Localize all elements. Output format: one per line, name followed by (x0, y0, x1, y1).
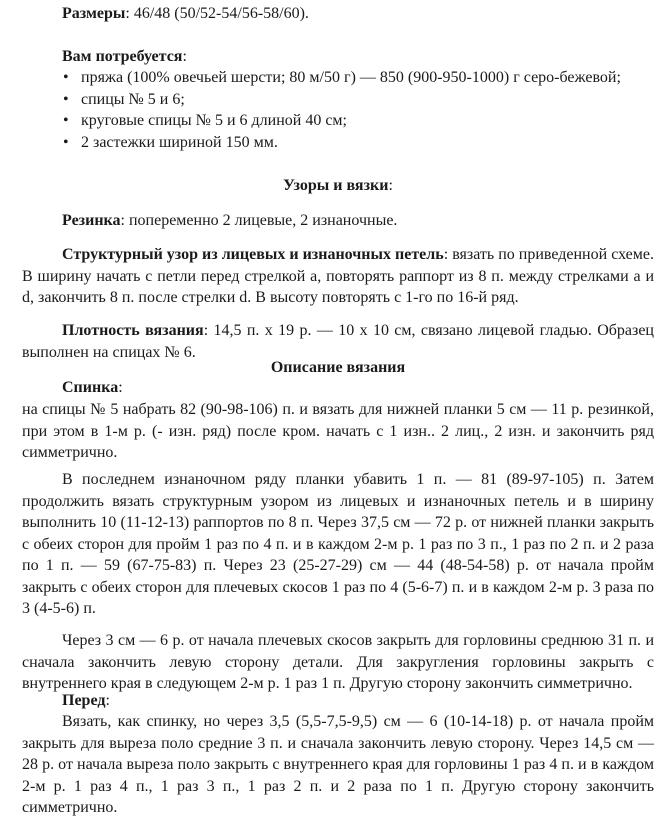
gauge-paragraph: Плотность вязания: 14,5 п. х 19 р. — 10 х 10 см, связано лицевой гладью. Образец выполнен на спицах № 6. (22, 322, 654, 361)
list-item: • спицы № 5 и 6; (22, 89, 654, 111)
sizes-label: Размеры (62, 5, 126, 22)
back-paragraph-1: на спицы № 5 набрать 82 (90-98-106) п. и вязать для нижней планки 5 см — 11 р. резинкой, при этом в 1-м р. (- изн. ряд) после кром. начать с 1 изн.. 2 лиц., 2 изн. и закончить ряд симметрично. (22, 401, 654, 461)
texture-paragraph: Структурный узор из лицевых и изнаночных петель: вязать по приведенной схеме. В ширину начать с петли перед стрелкой а, повторять раппорт из 8 п. между стрелками а и d, закончить 8 п. после стрелки d. В высоту повторять с 1-го по 16-й ряд. (22, 246, 655, 306)
front-label: Перед (62, 692, 106, 709)
texture-label: Структурный узор из лицевых и изнаночных петель (62, 246, 444, 263)
back-paragraph-3: Через 3 см — 6 р. от начала плечевых скосов закрыть для горловины среднюю 31 п. и сначала закончить левую сторону детали. Для закругления горловины закрыть с внутреннего края в следующем 2-м р. 1 раз 1 п. Другую сторону закончить симметрично. (22, 632, 654, 692)
list-item: • 2 застежки шириной 150 мм. (22, 132, 654, 154)
ribbing-label: Резинка (62, 212, 121, 229)
gauge-label: Плотность вязания (62, 322, 204, 339)
patterns-heading: Узоры и вязки: (283, 177, 393, 194)
sizes-line (22, 3, 654, 25)
description-heading: Описание вязания (270, 359, 406, 376)
back-paragraph-2: В последнем изнаночном ряду планки убавить 1 п. — 81 (89-97-105) п. Затем продолжить вязать структурным узором из лицевых и изнаночных петель и в ширину выполнить 10 (11-12-13) раппортов по 8 п. Через 37,5 см — 72 р. от нижней планки закрыть с обеих сторон для пройм 1 раз по 4 п. и в каждом 2-м р. 1 раз по 3 п., 1 раз по 2 п. и 2 раза по 1 п. — 59 (67-75-83) п. Через 23 (25-27-29) см — 44 (48-54-58) р. от начала пройм закрыть с обеих сторон для плечевых скосов 1 раз по 4 (5-6-7) п. и в каждом 2-м р. 3 раза по 3 (4-5-6) п. (22, 471, 654, 617)
materials-list (22, 67, 654, 153)
materials-label: Вам потребуется (62, 48, 183, 65)
ribbing-paragraph: Резинка: попеременно 2 лицевые, 2 изнаночные. (62, 212, 398, 229)
back-heading: Спинка: (62, 379, 123, 396)
sizes-value: : 46/48 (50/52-54/56-58/60). (125, 5, 309, 22)
materials-heading: Вам потребуется: (62, 48, 187, 65)
front-heading: Перед: (62, 692, 110, 709)
back-label: Спинка (62, 379, 119, 396)
list-item: • круговые спицы № 5 и 6 длиной 40 см; (22, 110, 654, 132)
list-item: • пряжа (100% овечьей шерсти; 80 м/50 г) — 850 (900-950-1000) г серо-бежевой; (22, 67, 654, 89)
front-paragraph-1: Вязать, как спинку, но через 3,5 (5,5-7,5-9,5) см — 6 (10-14-18) р. от начала пройм закрыть для выреза поло средние 3 п. и сначала закончить левую сторону. Через 14,5 см — 28 р. от начала выреза поло закрыть с внутреннего края для горловины 1 раз 4 п. и в каждом 2-м р. 1 раз 4 п., 1 раз 3 п., 1 раз 2 п. и 2 раза по 1 п. Другую сторону закончить симметрично. (22, 713, 654, 816)
